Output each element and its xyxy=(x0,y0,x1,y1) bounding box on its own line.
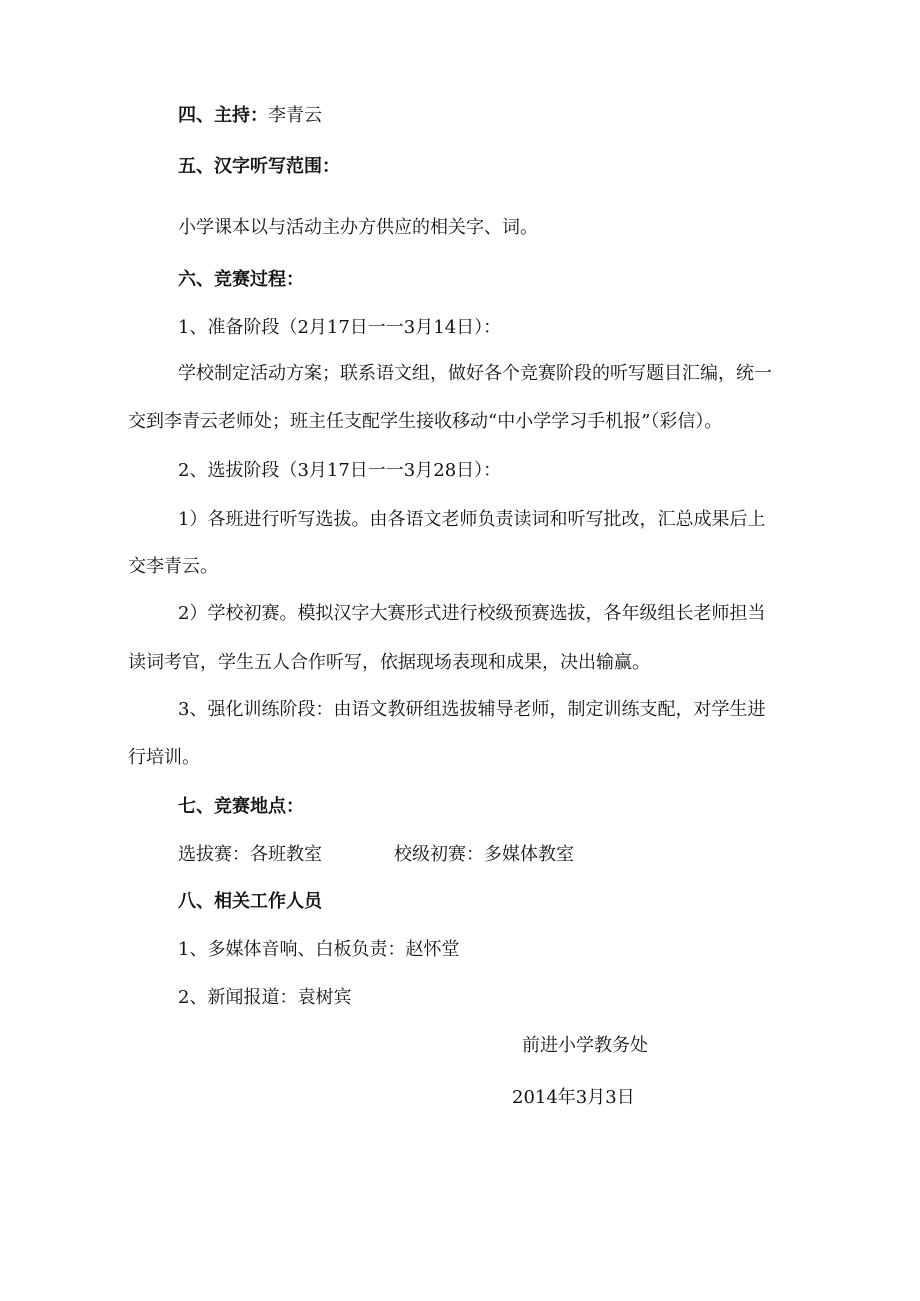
stage-1-line-1: 学校制定活动方案；联系语文组，做好各个竞赛阶段的听写题目汇编，统一 xyxy=(178,363,772,384)
stage-3-line-1: 3、强化训练阶段：由语文教研组选拔辅导老师，制定训练支配，对学生进 xyxy=(178,699,766,720)
staff-news-item: 2、新闻报道：袁树宾 xyxy=(178,987,352,1008)
section-7-heading: 七、竞赛地点： xyxy=(178,796,304,817)
stage-3-line-2: 行培训。 xyxy=(128,747,200,768)
stage-2-item-1-line-2: 交李青云。 xyxy=(128,556,218,577)
section-8-heading: 八、相关工作人员 xyxy=(178,891,322,912)
stage-2-item-1-line-1: 1）各班进行听写选拔。由各语文老师负责读词和听写批改，汇总成果后上 xyxy=(178,509,766,530)
stage-2-item-2-line-1: 2）学校初赛。模拟汉字大赛形式进行校级预赛选拔，各年级组长老师担当 xyxy=(178,603,766,624)
host-name: 李青云 xyxy=(268,105,322,126)
stage-1-line-2: 交到李青云老师处；班主任支配学生接收移动“中小学学习手机报”（彩信）。 xyxy=(128,411,723,432)
selection-venue: 选拔赛：各班教室 xyxy=(178,844,322,865)
stage-2-title: 2、选拔阶段（3月17日一一3月28日）： xyxy=(178,460,502,481)
section-4-host xyxy=(178,104,322,128)
signature-date: 2014年3月3日 xyxy=(512,1087,635,1108)
staff-av-item: 1、多媒体音响、白板负责：赵怀堂 xyxy=(178,939,460,960)
stage-2-item-2-line-2: 读词考官，学生五人合作听写，依据现场表现和成果，决出输赢。 xyxy=(128,652,650,673)
prelim-venue: 校级初赛：多媒体教室 xyxy=(394,844,574,865)
stage-1-title: 1、准备阶段（2月17日一一3月14日）： xyxy=(178,317,502,338)
section-4-label: 四、主持： xyxy=(178,105,268,126)
section-5-heading: 五、汉字听写范围： xyxy=(178,156,340,177)
signature-org: 前进小学教务处 xyxy=(522,1035,648,1056)
section-5-text: 小学课本以与活动主办方供应的相关字、词。 xyxy=(178,217,538,238)
section-6-heading: 六、竞赛过程： xyxy=(178,269,304,290)
